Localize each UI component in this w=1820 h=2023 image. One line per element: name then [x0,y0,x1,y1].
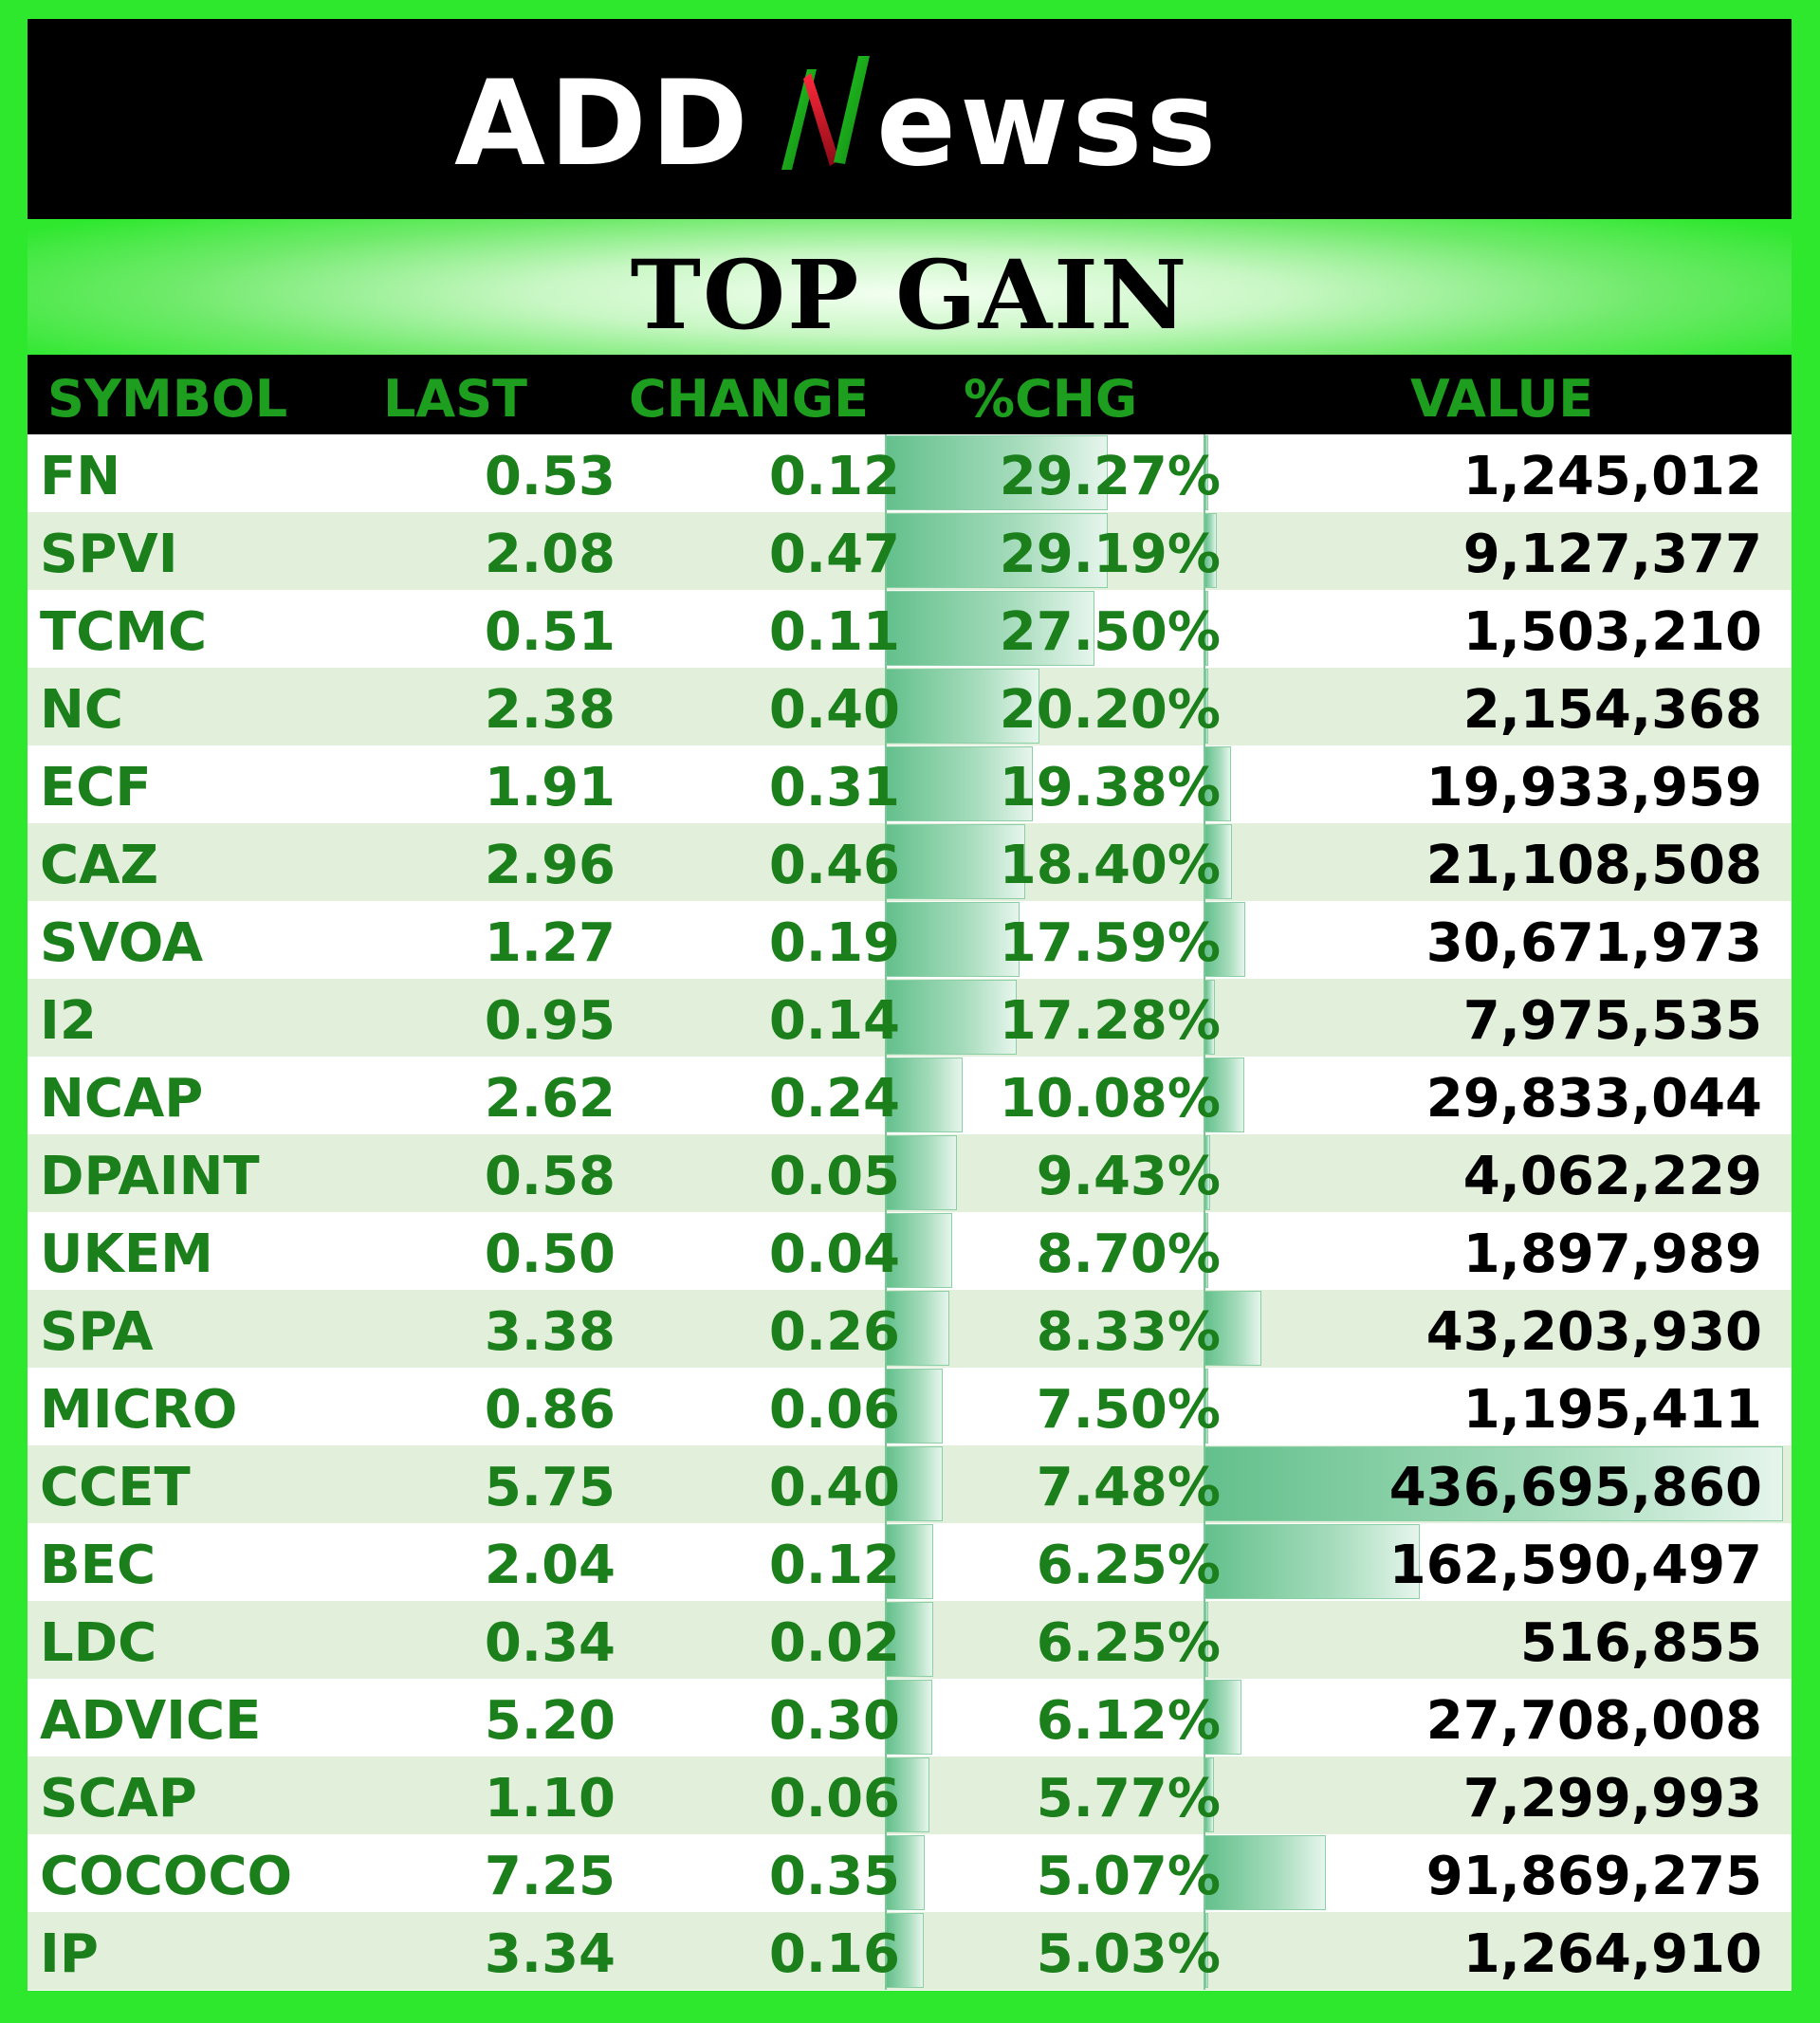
table-row [28,1601,1792,1679]
header-value: VALUE [1410,369,1594,429]
pct-chg-cell: 20.20% [999,679,1221,741]
addnewss-logo [454,48,1365,191]
pct-chg-cell: 6.25% [1036,1535,1221,1596]
symbol-cell: COCOCO [40,1846,293,1907]
symbol-cell: IP [40,1923,99,1985]
title-band [28,219,1792,355]
table-row [28,1912,1792,1990]
symbol-cell: SPA [40,1301,154,1363]
pct-chg-bar [886,980,1017,1055]
value-cell: 27,708,008 [1425,1690,1762,1752]
change-cell: 0.04 [768,1223,900,1285]
table-body [28,434,1792,1990]
symbol-cell: NCAP [40,1068,204,1130]
change-cell: 0.06 [768,1379,900,1441]
value-cell: 7,299,993 [1462,1768,1762,1830]
change-cell: 0.14 [768,990,900,1052]
table-row [28,1368,1792,1445]
symbol-cell: LDC [40,1612,157,1674]
pct-chg-cell: 27.50% [999,601,1221,663]
change-cell: 0.30 [768,1690,900,1752]
change-cell: 0.11 [768,601,900,663]
value-cell: 516,855 [1519,1612,1762,1674]
symbol-cell: UKEM [40,1223,213,1285]
last-cell: 3.38 [484,1301,616,1363]
pct-chg-cell: 17.28% [999,990,1221,1052]
pct-chg-cell: 18.40% [999,835,1221,896]
top-gain-board [28,19,1792,1991]
change-cell: 0.26 [768,1301,900,1363]
last-cell: 1.91 [484,757,616,818]
table-row [28,668,1792,745]
symbol-cell: TCMC [40,601,208,663]
last-cell: 5.75 [484,1457,616,1518]
pct-chg-cell: 29.19% [999,524,1221,585]
last-cell: 0.86 [484,1379,616,1441]
change-cell: 0.31 [768,757,900,818]
change-cell: 0.47 [768,524,900,585]
value-cell: 162,590,497 [1388,1535,1762,1596]
change-cell: 0.12 [768,446,900,507]
page-title: TOP GAIN [630,238,1189,351]
value-cell: 1,503,210 [1462,601,1762,663]
pct-chg-cell: 7.48% [1036,1457,1221,1518]
table-row [28,979,1792,1057]
last-cell: 0.50 [484,1223,616,1285]
change-cell: 0.40 [768,1457,900,1518]
value-cell: 7,975,535 [1462,990,1762,1052]
symbol-cell: MICRO [40,1379,238,1441]
table-row [28,1679,1792,1756]
pct-chg-cell: 9.43% [1036,1146,1221,1207]
symbol-cell: CCET [40,1457,191,1518]
table-row [28,1134,1792,1212]
table-header [28,355,1792,434]
value-cell: 1,245,012 [1462,446,1762,507]
value-cell: 1,195,411 [1462,1379,1762,1441]
logo-text-ewss: ewss [876,55,1221,191]
value-bar [1204,1524,1420,1599]
value-cell: 4,062,229 [1462,1146,1762,1207]
last-cell: 2.62 [484,1068,616,1130]
symbol-cell: SPVI [40,524,178,585]
value-cell: 9,127,377 [1462,524,1762,585]
last-cell: 0.95 [484,990,616,1052]
change-cell: 0.40 [768,679,900,741]
change-cell: 0.05 [768,1146,900,1207]
pct-chg-cell: 7.50% [1036,1379,1221,1441]
pct-chg-cell: 8.33% [1036,1301,1221,1363]
table-row [28,1212,1792,1290]
last-cell: 0.51 [484,601,616,663]
last-cell: 1.27 [484,912,616,974]
symbol-cell: ADVICE [40,1690,262,1752]
last-cell: 0.58 [484,1146,616,1207]
value-cell: 1,264,910 [1462,1923,1762,1985]
value-cell: 91,869,275 [1425,1846,1762,1907]
symbol-cell: CAZ [40,835,159,896]
symbol-cell: FN [40,446,121,507]
pct-chg-cell: 17.59% [999,912,1221,974]
pct-chg-cell: 5.77% [1036,1768,1221,1830]
change-cell: 0.19 [768,912,900,974]
value-bar [1204,1835,1326,1910]
last-cell: 5.20 [484,1690,616,1752]
change-cell: 0.06 [768,1768,900,1830]
symbol-cell: SCAP [40,1768,197,1830]
value-cell: 21,108,508 [1425,835,1762,896]
pct-chg-cell: 29.27% [999,446,1221,507]
last-cell: 3.34 [484,1923,616,1985]
change-cell: 0.02 [768,1612,900,1674]
last-cell: 7.25 [484,1846,616,1907]
last-cell: 0.34 [484,1612,616,1674]
value-cell: 30,671,973 [1425,912,1762,974]
table-row [28,1834,1792,1912]
symbol-cell: ECF [40,757,152,818]
symbol-cell: DPAINT [40,1146,260,1207]
change-cell: 0.35 [768,1846,900,1907]
last-cell: 2.96 [484,835,616,896]
logo-text-add: ADD [454,55,752,191]
last-cell: 2.08 [484,524,616,585]
pct-chg-cell: 5.03% [1036,1923,1221,1985]
header-symbol: SYMBOL [47,369,288,429]
symbol-cell: SVOA [40,912,204,974]
table-row [28,1756,1792,1834]
change-cell: 0.46 [768,835,900,896]
value-cell: 29,833,044 [1425,1068,1762,1130]
symbol-cell: BEC [40,1535,156,1596]
table-row [28,745,1792,823]
table-row [28,1290,1792,1368]
last-cell: 2.04 [484,1535,616,1596]
value-cell: 1,897,989 [1462,1223,1762,1285]
last-cell: 0.53 [484,446,616,507]
symbol-cell: I2 [40,990,97,1052]
logo-bar [28,19,1792,219]
table-row [28,590,1792,668]
value-cell: 43,203,930 [1425,1301,1762,1363]
header-last: LAST [383,369,527,429]
symbol-cell: NC [40,679,123,741]
pct-chg-cell: 6.25% [1036,1612,1221,1674]
table-row [28,823,1792,901]
last-cell: 1.10 [484,1768,616,1830]
table-row [28,1523,1792,1601]
last-cell: 2.38 [484,679,616,741]
change-cell: 0.24 [768,1068,900,1130]
logo-n-icon [781,56,870,170]
table-row [28,901,1792,979]
table-row [28,434,1792,512]
table-row [28,1057,1792,1134]
value-cell: 2,154,368 [1462,679,1762,741]
pct-chg-cell: 5.07% [1036,1846,1221,1907]
pct-chg-cell: 19.38% [999,757,1221,818]
value-cell: 436,695,860 [1388,1457,1762,1518]
header-change: CHANGE [629,369,870,429]
table-row [28,1445,1792,1523]
header-pct-chg: %CHG [964,369,1138,429]
change-cell: 0.16 [768,1923,900,1985]
value-cell: 19,933,959 [1425,757,1762,818]
pct-chg-cell: 10.08% [999,1068,1221,1130]
pct-chg-cell: 6.12% [1036,1690,1221,1752]
change-cell: 0.12 [768,1535,900,1596]
pct-chg-cell: 8.70% [1036,1223,1221,1285]
table-row [28,512,1792,590]
